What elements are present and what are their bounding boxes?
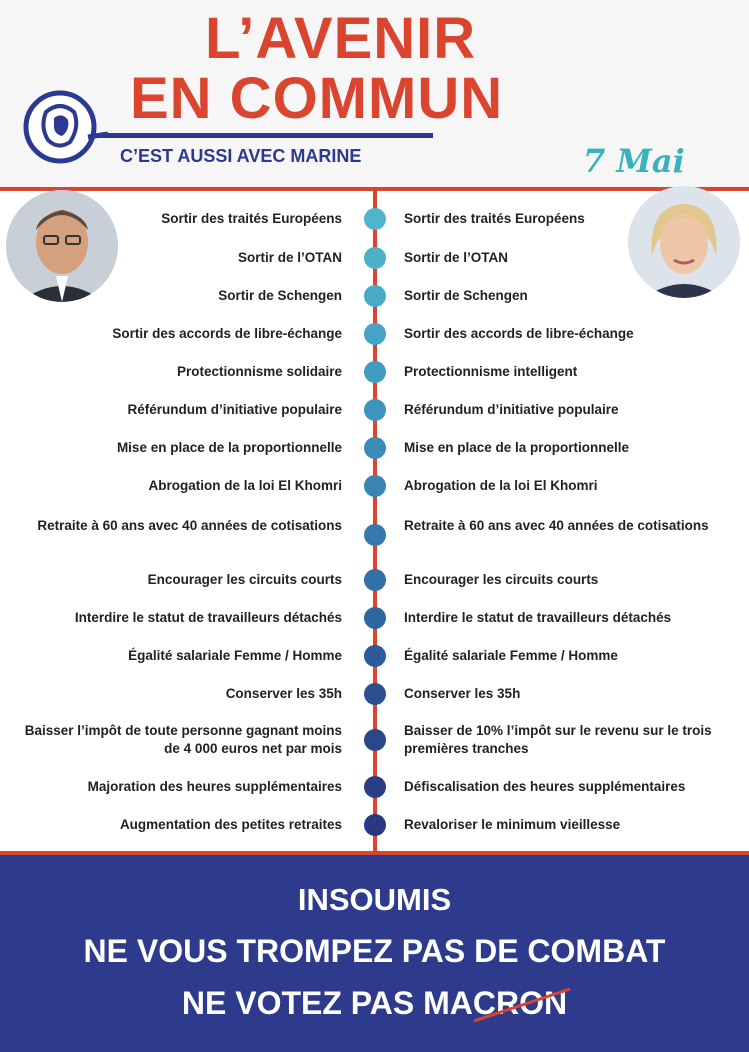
right-item-text: Référundum d’initiative populaire [404,402,619,417]
rose-stem [98,133,433,138]
left-item-text: Majoration des heures supplémentaires [87,779,342,794]
left-item-text: Protectionnisme solidaire [176,364,342,379]
left-item-text: Référundum d’initiative populaire [127,402,342,417]
row-dot [364,475,386,497]
row-dot [364,208,386,230]
candidate-photo-left [6,190,118,302]
row-dot [364,607,386,629]
row-dot [364,524,386,546]
left-item-text: Retraite à 60 ans avec 40 années de cotisations [37,518,342,533]
title-line-1: L’AVENIR [205,6,477,71]
footer-line-1: INSOUMIS [297,882,452,917]
left-item-text: Sortir de Schengen [218,288,342,303]
row-dot [364,729,386,751]
date-label: 7 Mai [583,142,685,180]
row-dot [364,361,386,383]
title-line-2: EN COMMUN [130,66,504,131]
left-item-text: Abrogation de la loi El Khomri [148,478,342,493]
right-item-text: Défiscalisation des heures supplémentaires [404,779,686,794]
row-dot [364,285,386,307]
right-item-text: Interdire le statut de travailleurs détachés [404,610,672,625]
right-item-text: Protectionnisme intelligent [404,364,578,379]
right-item-text: Sortir des accords de libre-échange [404,326,634,341]
row-dot [364,323,386,345]
left-item-text: Égalité salariale Femme / Homme [128,648,342,663]
left-item-text: Encourager les circuits courts [147,572,342,587]
candidate-photo-right [628,186,740,298]
right-item-text: Sortir de l’OTAN [404,250,509,265]
row-dot [364,399,386,421]
right-item-text: Retraite à 60 ans avec 40 années de cotisations [404,518,709,533]
left-item-text: Baisser l’impôt de toute personne gagnant moins de 4 000 euros net par mois [24,723,342,756]
footer-line-3: NE VOTEZ PAS MACRON [181,985,568,1021]
right-item-text: Égalité salariale Femme / Homme [404,648,618,663]
footer-line-2: NE VOUS TROMPEZ PAS DE COMBAT [83,933,666,969]
row-dot [364,247,386,269]
right-item-text: Sortir des traités Européens [404,211,585,226]
left-item-text: Sortir de l’OTAN [237,250,342,265]
right-item-text: Sortir de Schengen [404,288,528,303]
row-dot [364,776,386,798]
right-item-text: Encourager les circuits courts [404,572,599,587]
left-item-text: Sortir des traités Européens [161,211,342,226]
strike-through-mark [470,985,575,1025]
left-item-text: Conserver les 35h [225,686,342,701]
left-item-text: Interdire le statut de travailleurs détachés [74,610,342,625]
row-dot [364,569,386,591]
right-item-text: Abrogation de la loi El Khomri [404,478,598,493]
right-item-text: Conserver les 35h [404,686,521,701]
row-dot [364,645,386,667]
subtitle: C’EST AUSSI AVEC MARINE [120,146,362,166]
left-item-text: Augmentation des petites retraites [119,817,342,832]
right-item-text: Revaloriser le minimum vieillesse [404,817,621,832]
row-dot [364,814,386,836]
row-dot [364,683,386,705]
row-dot [364,437,386,459]
right-item-text: Baisser de 10% l’impôt sur le revenu sur le trois premières tranches [404,723,712,756]
left-item-text: Mise en place de la proportionnelle [116,440,342,455]
rose-logo [18,82,108,172]
left-item-text: Sortir des accords de libre-échange [112,326,342,341]
right-item-text: Mise en place de la proportionnelle [404,440,630,455]
